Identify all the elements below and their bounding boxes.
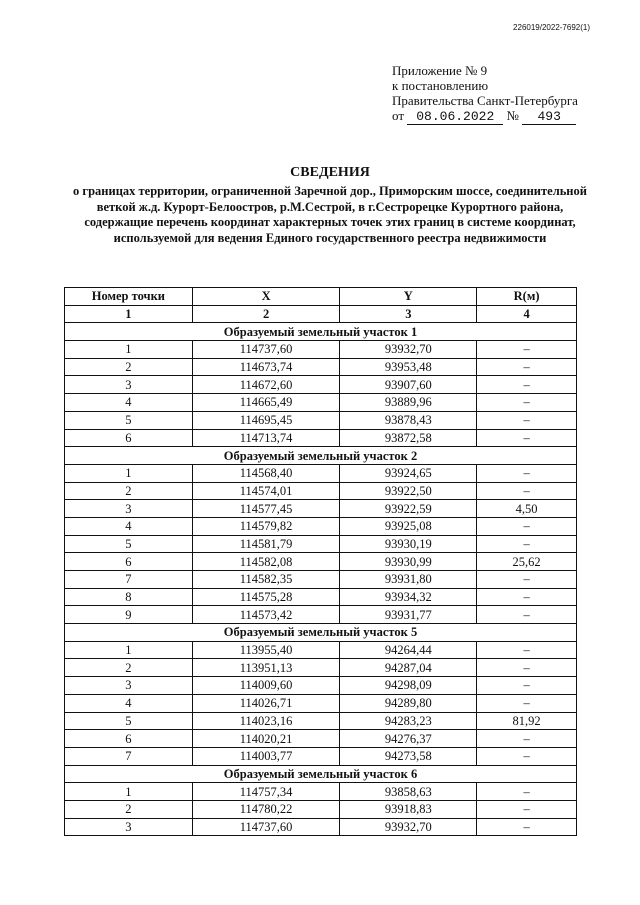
point-number-cell: 3 [65, 818, 193, 836]
table-row [65, 500, 577, 518]
y-coordinate-cell: 93953,48 [340, 358, 477, 376]
y-coordinate-cell: 93932,70 [340, 341, 477, 359]
y-coordinate-cell: 93932,70 [340, 818, 477, 836]
y-coordinate-cell: 93930,19 [340, 535, 477, 553]
x-coordinate-cell: 114009,60 [192, 677, 340, 695]
header-point-number: Номер точки [65, 288, 193, 306]
x-coordinate-cell: 114023,16 [192, 712, 340, 730]
table-header-row [65, 288, 577, 306]
table-row [65, 818, 577, 836]
radius-cell: 25,62 [477, 553, 577, 571]
radius-cell: – [477, 376, 577, 394]
y-coordinate-cell: 93878,43 [340, 411, 477, 429]
table-row [65, 694, 577, 712]
table-row [65, 517, 577, 535]
radius-cell: – [477, 641, 577, 659]
y-coordinate-cell: 93925,08 [340, 517, 477, 535]
appendix-line-4 [392, 108, 578, 125]
x-coordinate-cell: 114026,71 [192, 694, 340, 712]
radius-cell: – [477, 535, 577, 553]
section-header-row [65, 765, 577, 783]
table-row [65, 394, 577, 412]
x-coordinate-cell: 114713,74 [192, 429, 340, 447]
x-coordinate-cell: 114757,34 [192, 783, 340, 801]
x-coordinate-cell: 114673,74 [192, 358, 340, 376]
y-coordinate-cell: 93907,60 [340, 376, 477, 394]
x-coordinate-cell: 114737,60 [192, 341, 340, 359]
table-row [65, 730, 577, 748]
radius-cell: – [477, 571, 577, 589]
point-number-cell: 6 [65, 730, 193, 748]
x-coordinate-cell: 114574,01 [192, 482, 340, 500]
x-coordinate-cell: 114573,42 [192, 606, 340, 624]
y-coordinate-cell: 93889,96 [340, 394, 477, 412]
y-coordinate-cell: 93930,99 [340, 553, 477, 571]
radius-cell: – [477, 818, 577, 836]
radius-cell: – [477, 659, 577, 677]
table-column-numbers-row [65, 305, 577, 323]
table-row [65, 641, 577, 659]
point-number-cell: 3 [65, 677, 193, 695]
radius-cell: 4,50 [477, 500, 577, 518]
point-number-cell: 2 [65, 482, 193, 500]
header-radius: R(м) [477, 288, 577, 306]
point-number-cell: 1 [65, 464, 193, 482]
table-row [65, 783, 577, 801]
document-description: о границах территории, ограниченной Заречной дор., Приморским шоссе, соединительной веткой ж.д. Курорт-Белоостров, р.М.Сестрой, в г.Сестрорецке Курортного района, содержащие перечень координат характерных точек этих границ в системе координат, используемой для ведения Единого государственного реестра недвижимости [73, 184, 587, 245]
radius-cell: – [477, 482, 577, 500]
table-row [65, 482, 577, 500]
appendix-line-3: Правительства Санкт-Петербурга [392, 93, 578, 108]
point-number-cell: 3 [65, 376, 193, 394]
table-row [65, 341, 577, 359]
table-row [65, 712, 577, 730]
section-title: Образуемый земельный участок 1 [65, 323, 577, 341]
point-number-cell: 4 [65, 517, 193, 535]
x-coordinate-cell: 114737,60 [192, 818, 340, 836]
x-coordinate-cell: 114579,82 [192, 517, 340, 535]
appendix-line-2: к постановлению [392, 78, 489, 93]
table-row [65, 571, 577, 589]
from-label: от [392, 108, 405, 123]
table-row [65, 553, 577, 571]
point-number-cell: 6 [65, 429, 193, 447]
x-coordinate-cell: 114695,45 [192, 411, 340, 429]
point-number-cell: 3 [65, 500, 193, 518]
radius-cell: – [477, 800, 577, 818]
section-title: Образуемый земельный участок 2 [65, 447, 577, 465]
y-coordinate-cell: 93934,32 [340, 588, 477, 606]
y-coordinate-cell: 93924,65 [340, 464, 477, 482]
table-body [65, 323, 577, 836]
radius-cell: – [477, 358, 577, 376]
table-row [65, 429, 577, 447]
point-number-cell: 5 [65, 712, 193, 730]
radius-cell: – [477, 747, 577, 765]
radius-cell: – [477, 606, 577, 624]
y-coordinate-cell: 93931,80 [340, 571, 477, 589]
x-coordinate-cell: 114582,08 [192, 553, 340, 571]
header-x: X [192, 288, 340, 306]
point-number-cell: 1 [65, 783, 193, 801]
column-number: 3 [340, 305, 477, 323]
y-coordinate-cell: 94287,04 [340, 659, 477, 677]
radius-cell: – [477, 517, 577, 535]
coordinates-table [64, 287, 577, 836]
y-coordinate-cell: 94264,44 [340, 641, 477, 659]
x-coordinate-cell: 114575,28 [192, 588, 340, 606]
x-coordinate-cell: 114568,40 [192, 464, 340, 482]
point-number-cell: 9 [65, 606, 193, 624]
number-label: № [506, 108, 519, 123]
document-id: 226019/2022-7692(1) [513, 23, 590, 32]
table-row [65, 411, 577, 429]
point-number-cell: 2 [65, 358, 193, 376]
point-number-cell: 5 [65, 535, 193, 553]
radius-cell: – [477, 730, 577, 748]
table-row [65, 659, 577, 677]
radius-cell: – [477, 677, 577, 695]
radius-cell: – [477, 394, 577, 412]
section-header-row [65, 447, 577, 465]
y-coordinate-cell: 93922,59 [340, 500, 477, 518]
radius-cell: – [477, 694, 577, 712]
y-coordinate-cell: 94289,80 [340, 694, 477, 712]
table-row [65, 606, 577, 624]
column-number: 2 [192, 305, 340, 323]
y-coordinate-cell: 94283,23 [340, 712, 477, 730]
point-number-cell: 2 [65, 800, 193, 818]
decree-number: 493 [522, 109, 576, 125]
decree-date: 08.06.2022 [407, 109, 503, 125]
radius-cell: – [477, 588, 577, 606]
point-number-cell: 7 [65, 747, 193, 765]
y-coordinate-cell: 94298,09 [340, 677, 477, 695]
header-y: Y [340, 288, 477, 306]
section-title: Образуемый земельный участок 5 [65, 624, 577, 642]
point-number-cell: 1 [65, 341, 193, 359]
y-coordinate-cell: 93872,58 [340, 429, 477, 447]
point-number-cell: 5 [65, 411, 193, 429]
table-row [65, 535, 577, 553]
radius-cell: 81,92 [477, 712, 577, 730]
x-coordinate-cell: 114020,21 [192, 730, 340, 748]
point-number-cell: 6 [65, 553, 193, 571]
point-number-cell: 4 [65, 694, 193, 712]
section-title: Образуемый земельный участок 6 [65, 765, 577, 783]
appendix-block [392, 63, 578, 125]
point-number-cell: 7 [65, 571, 193, 589]
x-coordinate-cell: 113951,13 [192, 659, 340, 677]
document-heading [70, 165, 590, 246]
radius-cell: – [477, 341, 577, 359]
section-header-row [65, 624, 577, 642]
table-row [65, 800, 577, 818]
x-coordinate-cell: 114581,79 [192, 535, 340, 553]
table-row [65, 747, 577, 765]
y-coordinate-cell: 93922,50 [340, 482, 477, 500]
x-coordinate-cell: 114003,77 [192, 747, 340, 765]
y-coordinate-cell: 94276,37 [340, 730, 477, 748]
column-number: 1 [65, 305, 193, 323]
table-row [65, 464, 577, 482]
point-number-cell: 4 [65, 394, 193, 412]
x-coordinate-cell: 114665,49 [192, 394, 340, 412]
radius-cell: – [477, 783, 577, 801]
table-row [65, 677, 577, 695]
point-number-cell: 2 [65, 659, 193, 677]
y-coordinate-cell: 93918,83 [340, 800, 477, 818]
radius-cell: – [477, 464, 577, 482]
x-coordinate-cell: 114780,22 [192, 800, 340, 818]
x-coordinate-cell: 114577,45 [192, 500, 340, 518]
point-number-cell: 1 [65, 641, 193, 659]
document-title: СВЕДЕНИЯ [290, 165, 370, 180]
radius-cell: – [477, 429, 577, 447]
appendix-line-1: Приложение № 9 [392, 63, 488, 78]
x-coordinate-cell: 114582,35 [192, 571, 340, 589]
section-header-row [65, 323, 577, 341]
column-number: 4 [477, 305, 577, 323]
x-coordinate-cell: 114672,60 [192, 376, 340, 394]
y-coordinate-cell: 93858,63 [340, 783, 477, 801]
table-row [65, 588, 577, 606]
radius-cell: – [477, 411, 577, 429]
point-number-cell: 8 [65, 588, 193, 606]
y-coordinate-cell: 94273,58 [340, 747, 477, 765]
table-row [65, 376, 577, 394]
y-coordinate-cell: 93931,77 [340, 606, 477, 624]
x-coordinate-cell: 113955,40 [192, 641, 340, 659]
table-row [65, 358, 577, 376]
